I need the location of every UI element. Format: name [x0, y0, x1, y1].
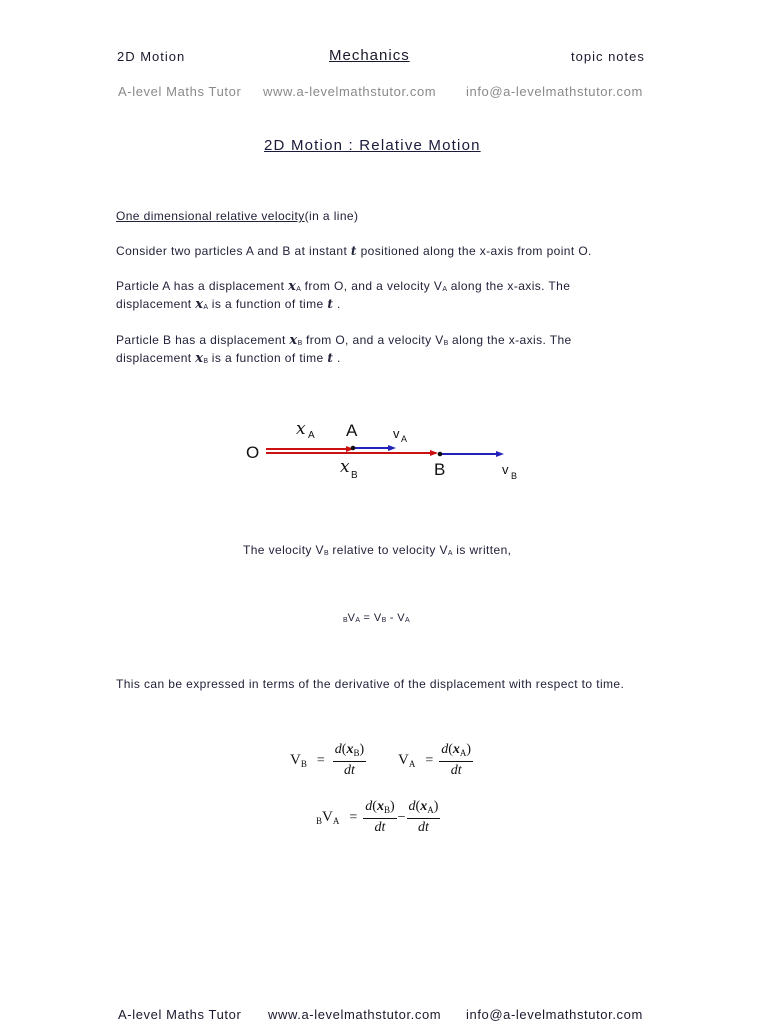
rel-sub2: A	[447, 550, 453, 557]
f-pre: B	[316, 816, 323, 827]
p2-text-e: is a function of time	[208, 297, 328, 311]
f-d: d	[441, 742, 449, 757]
p1-text-b: positioned along the x-axis from point O.	[356, 244, 592, 258]
f-x: x	[346, 742, 354, 757]
p3-text-f: .	[333, 351, 341, 365]
rel-text-c: is written,	[452, 543, 512, 557]
p3-var-x: x	[289, 333, 298, 348]
f-d: d	[365, 799, 373, 814]
diagram-va-label: v	[393, 426, 400, 441]
diagram-b-label: B	[434, 460, 446, 479]
p2-text-c: along the x-axis. The	[446, 279, 571, 293]
diagram-xa-label: x	[296, 419, 306, 439]
eq-vsub: A	[355, 617, 361, 624]
fraction-denominator: dt	[450, 763, 462, 778]
eq-equals-vb: = V	[360, 612, 382, 624]
diagram-xb-label: x	[340, 457, 350, 477]
site-url-link[interactable]: www.a-levelmathstutor.com	[263, 84, 437, 99]
p2-text-a: Particle A has a displacement	[116, 279, 289, 293]
header-subject: Mechanics	[329, 47, 410, 64]
fraction-numerator: $d(x_A)$	[439, 742, 473, 762]
site-email-link[interactable]: info@a-levelmathstutor.com	[466, 84, 643, 99]
header-type: topic notes	[571, 49, 645, 64]
eq-sub1: B	[381, 617, 387, 624]
diagram-xb-sub: B	[351, 470, 358, 481]
p2-text-d: displacement	[116, 297, 196, 311]
f-va-sub: A	[408, 759, 416, 770]
f-eq3: =	[349, 810, 358, 826]
formula-vb	[290, 742, 366, 779]
eq-v: V	[347, 612, 356, 624]
diagram-va-sub: A	[401, 434, 408, 444]
fraction-numerator: $d(x_A)$	[407, 799, 441, 819]
fraction-dxb-dt	[333, 742, 366, 779]
f-vb: V	[290, 752, 301, 769]
p2-time: t	[327, 297, 334, 311]
f-rel-v: V	[322, 809, 333, 826]
p3-var-x2: x	[195, 351, 204, 366]
diagram-origin-label: O	[246, 443, 260, 462]
f-xa-sub: A	[427, 805, 434, 815]
p2-text-f: .	[333, 297, 341, 311]
f-xb-sub: B	[383, 805, 390, 815]
diagram-vb-sub: B	[511, 471, 518, 481]
f-vb-sub: B	[300, 759, 307, 770]
p3-text-e: is a function of time	[208, 351, 328, 365]
f-eq2: =	[425, 753, 434, 769]
f-va: V	[398, 752, 409, 769]
paragraph-3-line-2	[116, 349, 341, 371]
section-heading	[116, 207, 358, 225]
fraction-numerator: $d(x_B)$	[333, 742, 366, 762]
f-minus: −	[397, 810, 406, 826]
header-topic: 2D Motion	[117, 49, 186, 64]
fraction-denominator: dt	[344, 763, 355, 778]
p2-vsub: A	[442, 286, 447, 293]
f-rel-vsub: A	[332, 816, 340, 827]
diagram-vb-label: v	[502, 462, 509, 477]
eq-sub2: A	[404, 617, 410, 624]
footer-site-name: A-level Maths Tutor	[118, 1007, 242, 1022]
f-xb-sub: B	[353, 748, 360, 758]
rel-text-b: relative to velocity V	[328, 543, 448, 557]
relative-motion-diagram	[230, 410, 540, 490]
particle-a-dot	[351, 446, 356, 451]
page-title: 2D Motion : Relative Motion	[264, 137, 481, 154]
section-heading-suffix: (in a line)	[304, 209, 359, 223]
particle-b-dot	[438, 452, 443, 457]
eq-minus-va: - V	[386, 612, 405, 624]
p3-text-a: Particle B has a displacement	[116, 333, 290, 347]
p3-sub2: B	[203, 358, 209, 365]
p3-text-b: from O, and a velocity V	[302, 333, 444, 347]
p3-sub: B	[297, 340, 303, 347]
f-x: x	[452, 742, 460, 757]
f-x: x	[420, 799, 428, 814]
f-eq1: =	[316, 753, 325, 769]
eq-pre: B	[343, 617, 348, 624]
footer-email-link[interactable]: info@a-levelmathstutor.com	[466, 1007, 643, 1022]
relative-velocity-sentence	[243, 541, 511, 563]
section-heading-text: One dimensional relative velocity	[116, 209, 305, 223]
fraction-denominator: dt	[418, 820, 429, 835]
p3-text-d: displacement	[116, 351, 196, 365]
fraction-dxb-dt	[363, 799, 396, 836]
diagram-xa-sub: A	[308, 430, 315, 441]
p1-text-a: Consider two particles A and B at instant	[116, 244, 351, 258]
fraction-denominator: dt	[374, 820, 386, 835]
diagram-a-label: A	[346, 421, 358, 440]
paragraph-2-line-2	[116, 295, 341, 317]
rel-sub1: B	[323, 550, 329, 557]
p2-var-x: x	[288, 279, 297, 294]
rel-text-a: The velocity V	[243, 543, 324, 557]
p1-time: t	[350, 244, 357, 258]
formula-relative	[316, 799, 440, 836]
p2-sub: A	[296, 286, 301, 293]
f-xa-sub: A	[459, 748, 467, 758]
relative-velocity-equation	[343, 609, 410, 630]
displacement-b-arrowhead	[430, 450, 438, 456]
site-name: A-level Maths Tutor	[118, 84, 242, 99]
fraction-numerator: $d(x_B)$	[363, 799, 396, 819]
paragraph-1	[116, 242, 592, 260]
footer-url-link[interactable]: www.a-levelmathstutor.com	[268, 1007, 442, 1022]
p3-vsub: B	[443, 340, 449, 347]
p2-sub2: A	[203, 304, 209, 311]
p3-text-c: along the x-axis. The	[448, 333, 572, 347]
f-d: d	[334, 742, 342, 757]
formula-va	[398, 742, 473, 779]
velocity-b-arrowhead	[496, 451, 504, 457]
derivative-text: This can be expressed in terms of the derivative of the displacement with respect to time.	[116, 677, 625, 691]
f-x: x	[376, 799, 384, 814]
velocity-a-arrowhead	[388, 445, 396, 451]
fraction-dxa-dt	[407, 799, 441, 836]
fraction-dxa-dt	[439, 742, 473, 779]
f-d: d	[408, 799, 416, 814]
p3-time: t	[327, 351, 334, 365]
p2-var-x2: x	[195, 297, 204, 312]
p2-text-b: from O, and a velocity V	[300, 279, 443, 293]
